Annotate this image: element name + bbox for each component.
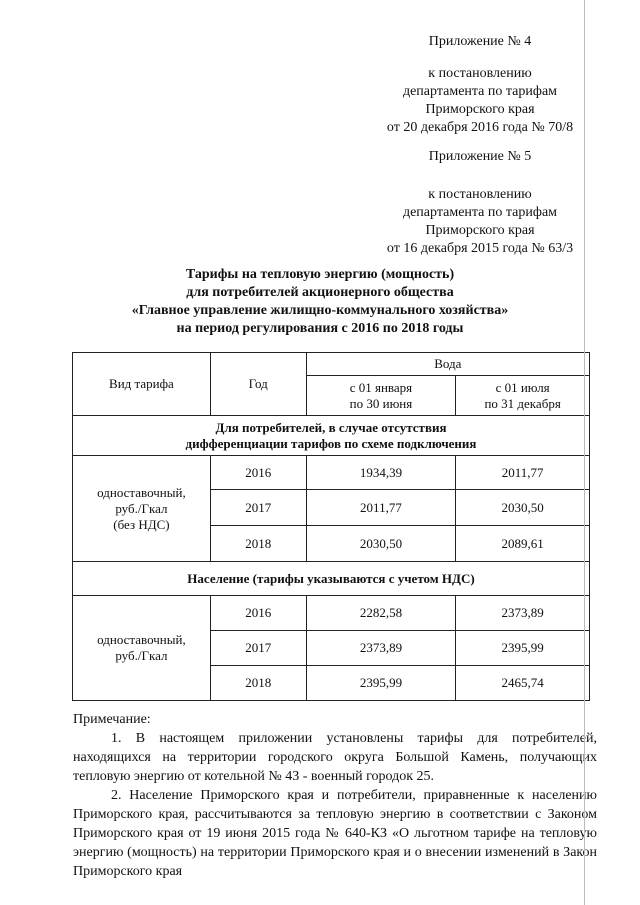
appendix-4-title: Приложение № 4 [428,34,532,49]
title-line: на период регулирования с 2016 по 2018 годы [176,321,464,336]
appendix-5-title: Приложение № 5 [428,149,532,164]
value-cell: 2282,58 [306,596,456,631]
header-period-2-from: с 01 июля [495,379,550,395]
appendix-4-line: Приморского края [425,102,535,117]
year-cell: 2017 [210,490,306,526]
value-cell: 1934,39 [306,456,456,490]
year-cell: 2018 [210,666,306,701]
type-label-line: одноставочный, [97,484,186,500]
value-cell: 2373,89 [456,596,590,631]
title-line: «Главное управление жилищно-коммунального хозяйства» [131,303,509,318]
value-cell: 2011,77 [456,456,590,490]
title-line: Тарифы на тепловую энергию (мощность) [185,267,455,282]
type-label-line: руб./Гкал [115,648,168,663]
value-cell: 2089,61 [456,526,590,562]
value-cell: 2373,89 [306,631,456,666]
document-title [60,266,580,338]
title-line: для потребителей акционерного общества [186,285,454,300]
header-period-2-to: по 31 декабря [484,395,561,411]
note-1: 1. В настоящем приложении установлены тарифы для потребителей, находящихся на территории городского округа Большой Камень, получающих тепловую энергию от котельной № 43 - военный городок 25. [73,731,597,784]
tariffs-table [72,352,590,701]
value-cell: 2395,99 [456,631,590,666]
type-label-line: (без НДС) [113,516,170,532]
value-cell: 2011,77 [306,490,456,526]
appendix-5-line: Приморского края [425,223,535,238]
notes-section [73,710,597,881]
header-period-1-to: по 30 июня [349,395,413,411]
note-2: 2. Население Приморского края и потребители, приравненные к населению Приморского края, рассчитываются за тепловую энергию в соответствии с Законом Приморского края от 19 июня 2015 года № 640-КЗ «О льготном тарифе на тепловую энергию (мощность) на территории Приморского края и о внесении изменений в Закон Приморского края [73,788,597,879]
section-1-title-line: Для потребителей, в случае отсутствия [215,419,447,435]
value-cell: 2030,50 [306,526,456,562]
value-cell: 2395,99 [306,666,456,701]
header-period-1-from: с 01 января [349,379,413,395]
scan-line [584,0,585,905]
appendix-5-header [360,148,600,258]
section-2-type-cell [73,596,211,701]
appendix-4-line: от 20 декабря 2016 года № 70/8 [386,120,574,135]
appendix-4-line: к постановлению [428,66,532,81]
year-cell: 2018 [210,526,306,562]
section-1-title-line: дифференциации тарифов по схеме подключения [185,435,477,451]
type-label-line: одноставочный, [97,632,186,647]
appendix-4-header [360,33,600,137]
appendix-4-line: департамента по тарифам [402,84,558,99]
appendix-5-line: департамента по тарифам [402,205,558,220]
notes-heading: Примечание: [73,712,151,727]
header-period-2 [456,376,590,416]
value-cell: 2030,50 [456,490,590,526]
section-1-type-cell [73,456,211,562]
appendix-5-line: к постановлению [428,187,532,202]
header-type: Вид тарифа [73,353,211,416]
year-cell: 2016 [210,596,306,631]
appendix-5-line: от 16 декабря 2015 года № 63/3 [386,241,574,256]
value-cell: 2465,74 [456,666,590,701]
header-year: Год [210,353,306,416]
section-2-title: Население (тарифы указываются с учетом НДС) [73,562,590,596]
year-cell: 2017 [210,631,306,666]
section-1-title [73,416,590,456]
type-label-line: руб./Гкал [115,500,168,516]
year-cell: 2016 [210,456,306,490]
header-period-1 [306,376,456,416]
header-water: Вода [306,353,589,376]
